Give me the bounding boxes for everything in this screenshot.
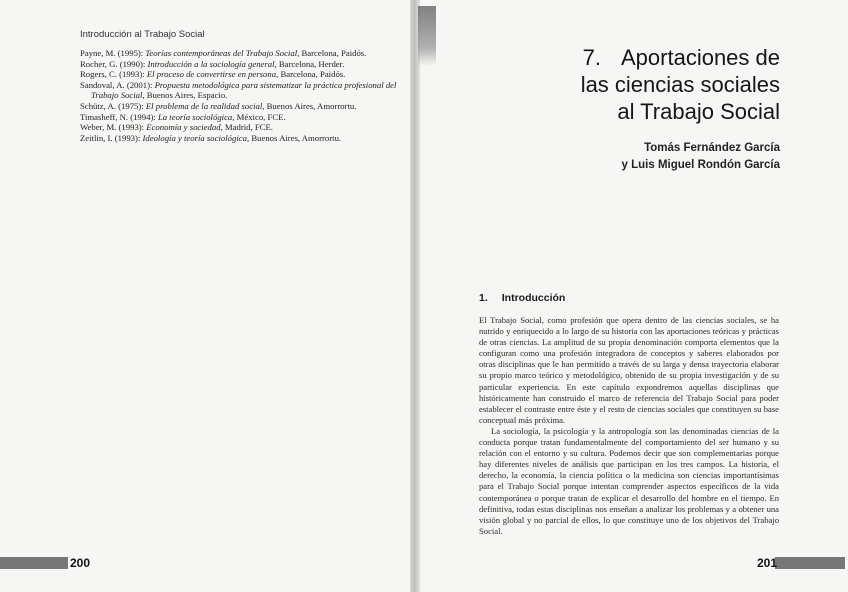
running-head: Introducción al Trabajo Social <box>80 29 205 40</box>
paragraph: La sociología, la psicología y la antropología son las denominadas ciencias de la conducta porque tratan fundamentalmente del comportamiento del ser humano y su relación con el entorno y su cultura. Podemos decir que son complementarias porque hay diferentes niveles de análisis que participan en los tres campos. La historia, el derecho, la economía, la ciencia política o la medicina son ciencias importantísimas para el Trabajo Social porque intentan comprender aspectos específicos de la vida contemporánea o porque tratan de explicar el desarrollo del hombre en el tiempo. En definitiva, todas estas disciplinas nos enseñan a analizar los problemas y a obtener una visión global y no parcial de ellos, lo que constituye uno de los objetivos del Trabajo Social. <box>479 425 779 536</box>
chapter-title-line: las ciencias sociales <box>580 72 780 97</box>
book-gutter <box>410 0 420 592</box>
paragraph: El Trabajo Social, como profesión que opera dentro de las ciencias sociales, se ha nutrido y enriquecido a lo largo de su historia con las aportaciones teóricas y prácticas de otras ciencias. La amplitud de su propia denominación comporta elementos que la configuran como una profesión integradora de conceptos y saberes elaborados por otras disciplinas que le han permitido a través de su larga y densa trayectoria elaborar su propio marco teórico y metodológico, obtenido de su propia investigación y de su particular experiencia. En este capítulo expondremos aquellas disciplinas que históricamente han construido el marco de referencia del Trabajo Social para poder establecer el contraste entre éste y el resto de ciencias sociales que constituyen su base conceptual más próxima. <box>479 315 779 425</box>
page-number-right: 201 <box>757 556 778 570</box>
left-page <box>0 0 413 592</box>
section-heading <box>479 292 565 304</box>
section-title: Introducción <box>501 292 566 304</box>
section-number: 1. <box>479 292 488 304</box>
folio-bar-right <box>775 557 845 569</box>
chapter-title <box>581 44 780 125</box>
author-line: Tomás Fernández García <box>644 142 780 154</box>
reference-item: Rocher, G. (1990): Introducción a la sociología general, Barcelona, Herder. <box>80 58 345 69</box>
chapter-title-line: 7. Aportaciones de <box>582 45 780 70</box>
scan-shadow <box>418 6 436 66</box>
body-text <box>479 315 779 537</box>
chapter-authors <box>622 140 780 174</box>
reference-item: Weber, M. (1993): Economía y sociedad, Madrid, FCE. <box>80 122 273 133</box>
reference-item: Payne, M. (1995): Teorías contemporáneas del Trabajo Social, Barcelona, Paidós. <box>80 48 367 58</box>
reference-item: Timasheff, N. (1994): La teoría sociológica, México, FCE. <box>80 111 286 122</box>
author-line: y Luis Miguel Rondón García <box>621 159 780 171</box>
reference-item: Schütz, A. (1975): El problema de la realidad social, Buenos Aires, Amorrortu. <box>80 100 357 111</box>
reference-item: Zeitlin, I. (1993): Ideología y teoría sociológica, Buenos Aires, Amorrortu. <box>80 132 342 143</box>
reference-item: Rogers, C. (1993): El proceso de convertirse en persona, Barcelona, Paidós. <box>80 69 346 80</box>
folio-bar-left <box>0 557 68 569</box>
page-number-left: 200 <box>70 556 91 570</box>
reference-list <box>80 48 402 143</box>
reference-item: Sandoval, A. (2001): Propuesta metodológica para sistematizar la práctica profesional del Trabajo Social, Buenos Aires, Espacio. <box>80 79 397 101</box>
chapter-number: 7. <box>582 45 601 70</box>
chapter-title-line: al Trabajo Social <box>617 99 780 124</box>
